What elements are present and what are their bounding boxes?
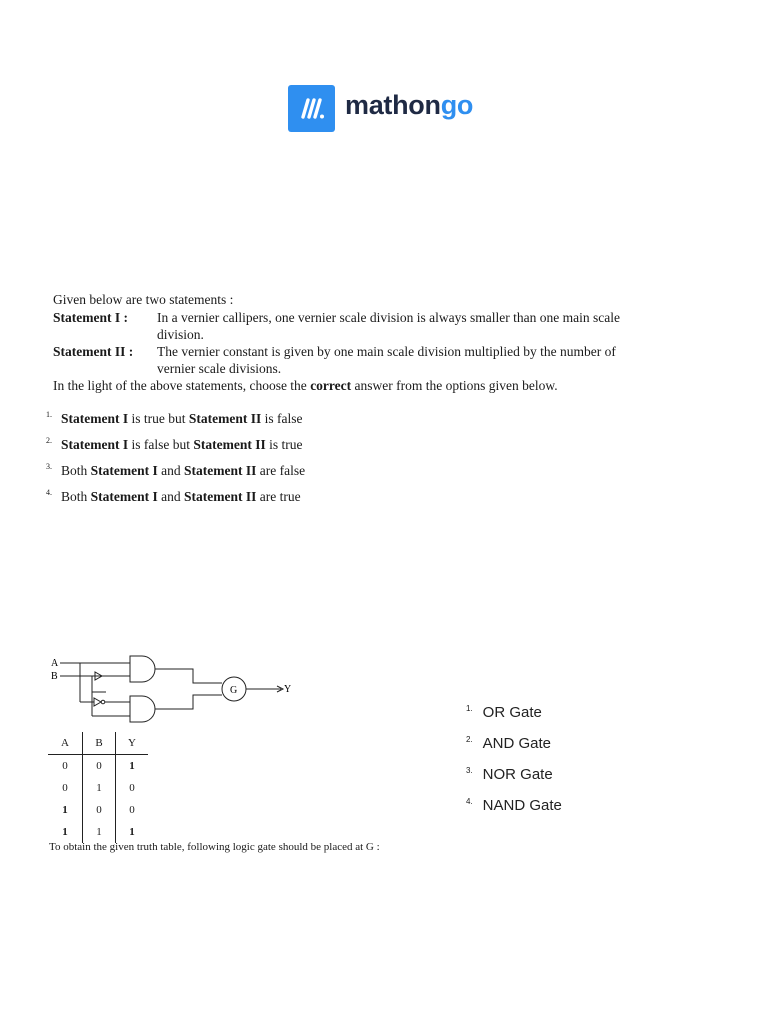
q2-option-2[interactable]	[466, 735, 551, 753]
option-number: 2.	[46, 436, 52, 445]
option-number: 2.	[466, 735, 473, 744]
truth-table-header	[48, 732, 148, 755]
option-number: 3.	[46, 462, 52, 471]
option-number: 1.	[46, 410, 52, 419]
statement1-text: In a vernier callipers, one vernier scale division is always smaller than one main scale division.	[157, 310, 620, 342]
not-gate-a	[94, 698, 101, 706]
q1-option-1[interactable]	[46, 410, 303, 428]
header-y: Y	[116, 732, 149, 755]
label-g: G	[230, 685, 238, 696]
option-text: NOR Gate	[482, 766, 553, 783]
statement1-label: Statement I :	[53, 310, 128, 325]
mathongo-logo-text	[345, 90, 473, 121]
label-y: Y	[284, 684, 292, 695]
q2-option-4[interactable]	[466, 797, 562, 815]
truth-table	[48, 732, 148, 843]
option-number: 3.	[466, 766, 473, 775]
statement2-label: Statement II :	[53, 344, 134, 359]
option-text: Both Statement I and Statement II are true	[61, 489, 301, 504]
and-gate-top	[130, 656, 155, 682]
option-text: AND Gate	[482, 735, 552, 752]
lead-pre: In the light of the above statements, choose the	[53, 378, 311, 393]
header-a: A	[48, 732, 83, 755]
option-text: Statement I is false but Statement II is true	[61, 437, 303, 452]
q1-option-4[interactable]	[46, 488, 301, 506]
logo-slashes-icon	[288, 85, 335, 132]
option-text: Both Statement I and Statement II are false	[61, 463, 306, 478]
q1-option-3[interactable]	[46, 462, 305, 480]
q1-intro: Given below are two statements :	[53, 292, 234, 307]
wire-top-to-g	[155, 669, 222, 683]
table-row: 0 0 1	[48, 755, 148, 778]
q2-option-3[interactable]	[466, 766, 553, 784]
q1-lead	[53, 377, 558, 394]
option-text: OR Gate	[482, 704, 542, 721]
option-number: 1.	[466, 704, 473, 713]
option-number: 4.	[46, 488, 52, 497]
table-row: 0 1 0	[48, 777, 148, 799]
header-b: B	[83, 732, 116, 755]
q1-option-2[interactable]	[46, 436, 303, 454]
table-row: 1 1 1	[48, 821, 148, 843]
lead-bold: correct	[310, 378, 352, 393]
lead-post: answer from the options given below.	[351, 378, 558, 393]
wire-bottom-to-g	[155, 695, 222, 709]
option-number: 4.	[466, 797, 473, 806]
option-text: NAND Gate	[482, 797, 562, 814]
option-text: Statement I is true but Statement II is false	[61, 411, 303, 426]
logo-text-accent: go	[440, 90, 474, 120]
q2-caption: To obtain the given truth table, following logic gate should be placed at G :	[49, 841, 380, 853]
label-a: A	[51, 658, 59, 669]
statement2-text: The vernier constant is given by one main scale division multiplied by the number of vernier scale divisions.	[157, 344, 616, 376]
label-b: B	[51, 671, 58, 682]
q2-option-1[interactable]	[466, 704, 542, 722]
mathongo-logo-mark	[288, 85, 335, 132]
and-gate-bottom	[130, 696, 155, 722]
table-row: 1 0 0	[48, 799, 148, 821]
logo-text-main: mathon	[345, 90, 441, 120]
logic-circuit-diagram	[48, 652, 308, 727]
